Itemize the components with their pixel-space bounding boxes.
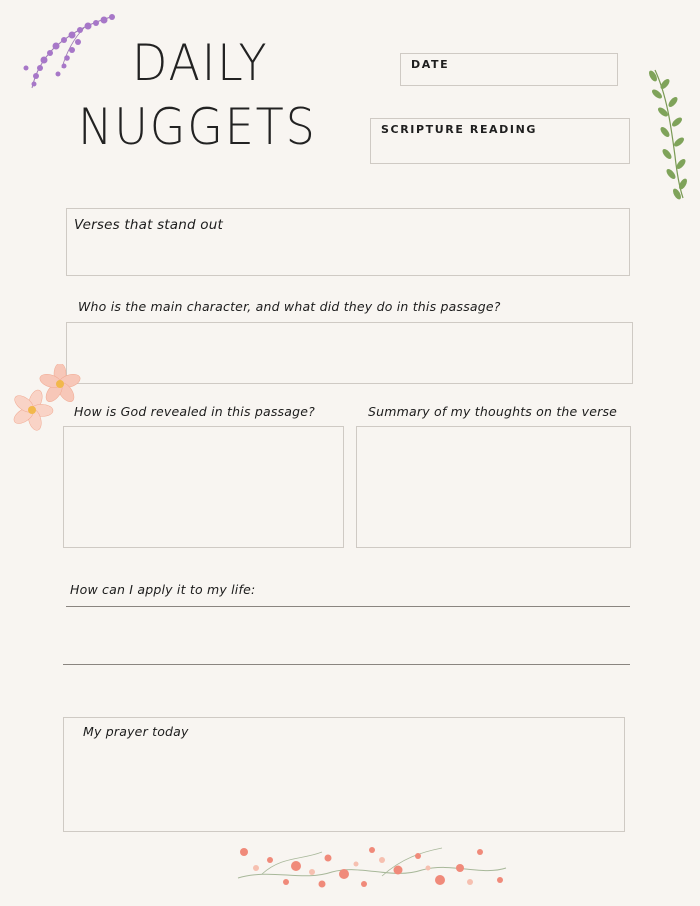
verses-box[interactable] <box>66 208 630 276</box>
apply-line-1[interactable] <box>66 606 630 607</box>
apply-line-2[interactable] <box>63 664 630 665</box>
plumeria-flowers-icon <box>8 364 86 434</box>
apply-label: How can I apply it to my life: <box>70 582 256 597</box>
god-revealed-label: How is God revealed in this passage? <box>74 404 315 419</box>
scripture-reading-label: SCRIPTURE READING <box>381 123 538 136</box>
scripture-reading-field[interactable] <box>370 118 630 164</box>
main-character-label: Who is the main character, and what did they do in this passage? <box>78 299 501 314</box>
prayer-label: My prayer today <box>83 724 189 739</box>
main-character-box[interactable] <box>66 322 633 384</box>
lavender-sprig-icon <box>14 8 124 98</box>
green-vine-icon <box>645 66 693 202</box>
god-revealed-box[interactable] <box>63 426 344 548</box>
page-title-line-2: NUGGETS <box>78 98 317 156</box>
verses-label: Verses that stand out <box>74 217 223 233</box>
prayer-box[interactable] <box>63 717 625 832</box>
summary-label: Summary of my thoughts on the verse <box>368 404 618 419</box>
date-label: DATE <box>411 58 450 71</box>
summary-box[interactable] <box>356 426 631 548</box>
date-field[interactable] <box>400 53 618 86</box>
floral-garland-icon <box>232 838 512 894</box>
page-title-line-1: DAILY <box>132 34 269 92</box>
